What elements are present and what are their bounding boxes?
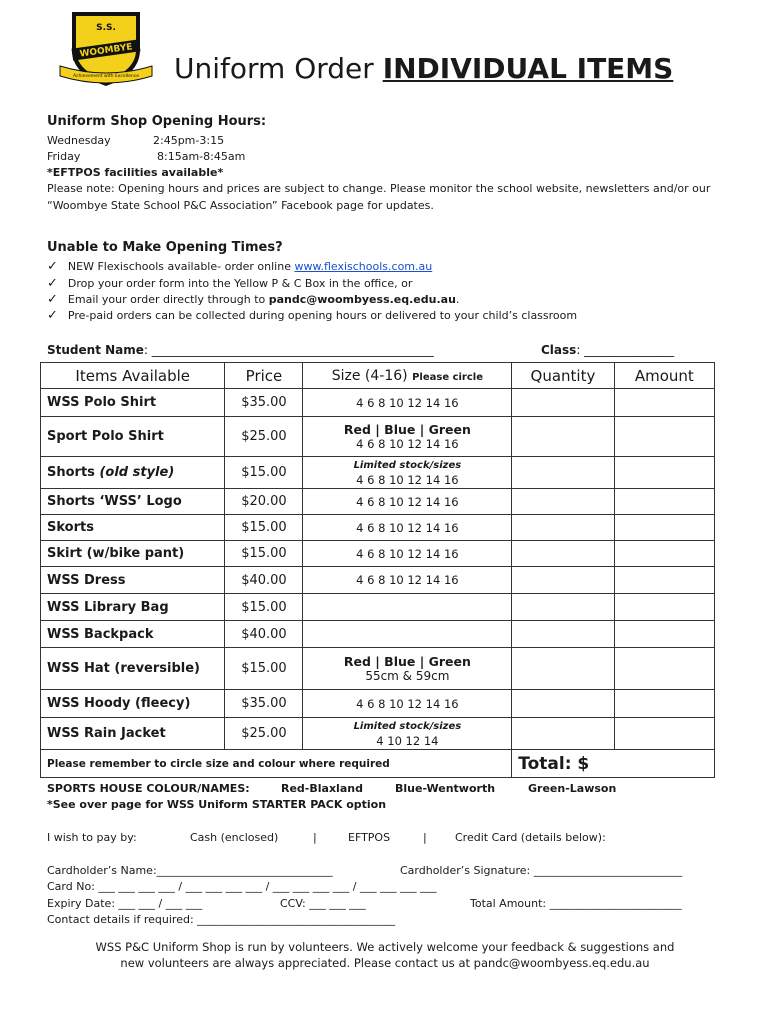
item-price: $15.00 [225,594,303,621]
amount-cell[interactable] [614,541,714,567]
title-emphasis: INDIVIDUAL ITEMS [382,52,674,85]
check-icon: ✓ [47,276,58,291]
amount-cell[interactable] [614,489,714,515]
quantity-cell[interactable] [512,489,614,515]
unable-heading: Unable to Make Opening Times? [47,240,283,255]
quantity-cell[interactable] [512,648,614,690]
class-field[interactable] [541,343,674,357]
size-options[interactable]: 4 6 8 10 12 14 16 [356,436,459,451]
item-name [41,457,225,489]
table-row [41,594,715,621]
class-line: : _______________ [576,343,675,357]
quantity-cell[interactable] [512,567,614,594]
table-row [41,567,715,594]
item-name-italic: (old style) [99,465,175,480]
item-sizes[interactable]: 4 6 8 10 12 14 16 [303,541,512,567]
contact-details-field[interactable]: Contact details if required: ____________________________________ [47,913,396,926]
quantity-cell[interactable] [512,515,614,541]
logo-name: WOOMBYE [79,42,134,60]
limited-stock-note: Limited stock/sizes [353,459,462,471]
header-size-hint: Please circle [412,371,484,383]
footer-line-1: WSS P&C Uniform Shop is run by volunteers. We actively welcome your feedback & suggestions and [95,940,675,954]
item-name: Skorts [41,515,225,541]
cardholder-name-field[interactable]: Cardholder’s Name:________________________________ [47,864,333,877]
payment-separator: | [313,831,317,844]
item-price: $15.00 [225,515,303,541]
quantity-cell[interactable] [512,621,614,648]
quantity-cell[interactable] [512,541,614,567]
option-1-text: NEW Flexischools available- order online [67,260,295,273]
amount-cell[interactable] [614,457,714,489]
circle-reminder: Please remember to circle size and colour where required [41,750,512,778]
student-name-line: : _______________________________________________ [143,343,434,357]
item-price: $40.00 [225,621,303,648]
item-price: $15.00 [225,541,303,567]
item-sizes[interactable]: 4 6 8 10 12 14 16 [303,567,512,594]
table-row [41,515,715,541]
item-name: WSS Dress [41,567,225,594]
item-price: $25.00 [225,718,303,750]
table-row [41,690,715,718]
table-row [41,417,715,457]
item-sizes[interactable] [303,648,512,690]
hours-note-1: Please note: Opening hours and prices are subject to change. Please monitor the school website, newsletters and/or our [47,182,711,195]
ccv-field[interactable]: CCV: ___ ___ ___ [280,897,366,910]
amount-cell[interactable] [614,417,714,457]
hours-day-1: Wednesday [47,134,111,147]
header-amount: Amount [614,363,714,389]
item-price: $15.00 [225,457,303,489]
item-name-text: Shorts [47,465,100,480]
student-name-field[interactable] [47,343,434,357]
houses-label: SPORTS HOUSE COLOUR/NAMES: [47,782,250,795]
item-name: Shorts ‘WSS’ Logo [41,489,225,515]
cardholder-signature-field[interactable]: Cardholder’s Signature: ___________________________ [400,864,683,877]
item-name: WSS Backpack [41,621,225,648]
amount-cell[interactable] [614,648,714,690]
option-2-text: Drop your order form into the Yellow P & C Box in the office, or [67,277,413,290]
item-sizes[interactable] [303,457,512,489]
pay-cash-option[interactable]: Cash (enclosed) [190,831,279,844]
table-footer-row [41,750,715,778]
hours-day-2: Friday [47,150,81,163]
limited-stock-note: Limited stock/sizes [353,720,462,732]
quantity-cell[interactable] [512,417,614,457]
item-name: Sport Polo Shirt [41,417,225,457]
item-name: WSS Polo Shirt [41,389,225,417]
quantity-cell[interactable] [512,457,614,489]
item-price: $40.00 [225,567,303,594]
option-4-text: Pre-paid orders can be collected during opening hours or delivered to your child’s classroom [67,309,578,322]
flexischools-link[interactable]: www.flexischools.com.au [294,260,433,273]
payment-label: I wish to pay by: [47,831,137,844]
hours-note-2: “Woombye State School P&C Association” Facebook page for updates. [47,199,434,212]
size-options[interactable]: 55cm & 59cm [365,668,450,683]
item-name: WSS Hoody (fleecy) [41,690,225,718]
item-sizes[interactable]: 4 6 8 10 12 14 16 [303,489,512,515]
page-title [174,52,673,85]
option-3-suffix: . [455,293,460,306]
option-prepaid [47,308,577,323]
table-row [41,648,715,690]
table-row [41,621,715,648]
header-items: Items Available [41,363,225,389]
item-name: WSS Hat (reversible) [41,648,225,690]
quantity-cell[interactable] [512,718,614,750]
quantity-cell[interactable] [512,389,614,417]
option-drop-box [47,276,412,291]
item-price: $35.00 [225,690,303,718]
table-row [41,718,715,750]
header-size [303,363,512,389]
size-options[interactable]: 4 10 12 14 [376,733,439,748]
logo-motto: Achievement with Excellence [73,74,139,79]
house-red: Red-Blaxland [281,782,363,795]
amount-cell[interactable] [614,594,714,621]
item-name: WSS Library Bag [41,594,225,621]
table-header-row [41,363,715,389]
hours-time-1: 2:45pm-3:15 [153,134,225,147]
header-size-label: Size (4-16) [331,367,408,384]
email-address: pandc@woombyess.eq.edu.au [268,293,456,306]
colour-options[interactable]: Red | Blue | Green [343,653,471,669]
quantity-cell[interactable] [512,594,614,621]
item-sizes[interactable] [303,417,512,457]
item-sizes [303,594,512,621]
amount-cell[interactable] [614,567,714,594]
student-name-label: Student Name [47,343,144,357]
eftpos-note: *EFTPOS facilities available* [47,166,224,179]
header-quantity: Quantity [512,363,614,389]
table-row [41,541,715,567]
option-flexischools [47,259,432,274]
item-sizes[interactable]: 4 6 8 10 12 14 16 [303,690,512,718]
hours-time-2: 8:15am-8:45am [157,150,246,163]
option-3-text: Email your order directly through to [67,293,269,306]
amount-cell[interactable] [614,389,714,417]
house-green: Green-Lawson [528,782,617,795]
pay-card-option[interactable]: Credit Card (details below): [455,831,606,844]
check-icon: ✓ [47,259,58,274]
title-prefix: Uniform Order [174,52,383,85]
starter-pack-note: *See over page for WSS Uniform STARTER PACK option [47,798,387,811]
header-price: Price [225,363,303,389]
class-label: Class [541,343,577,357]
item-price: $15.00 [225,648,303,690]
item-sizes[interactable]: 4 6 8 10 12 14 16 [303,515,512,541]
total-amount-field[interactable]: Total Amount: ________________________ [470,897,682,910]
hours-heading: Uniform Shop Opening Hours: [47,114,267,129]
items-table [40,362,715,778]
item-price: $35.00 [225,389,303,417]
table-row [41,489,715,515]
check-icon: ✓ [47,292,58,307]
amount-cell[interactable] [614,621,714,648]
item-name: WSS Rain Jacket [41,718,225,750]
item-sizes[interactable] [303,718,512,750]
size-options[interactable]: 4 6 8 10 12 14 16 [356,472,459,487]
total-field[interactable]: Total: $ [512,750,715,778]
amount-cell[interactable] [614,718,714,750]
payment-separator: | [423,831,427,844]
pay-eftpos-option[interactable]: EFTPOS [348,831,391,844]
footer-line-2: new volunteers are always appreciated. Please contact us at pandc@woombyess.eq.edu.au [120,956,650,970]
expiry-date-field[interactable]: Expiry Date: ___ ___ / ___ ___ [47,897,203,910]
item-price: $25.00 [225,417,303,457]
item-sizes [303,621,512,648]
logo-top-text: S.S. [96,23,116,33]
table-row [41,389,715,417]
card-number-field[interactable]: Card No: ___ ___ ___ ___ / ___ ___ ___ ___ / ___ ___ ___ ___ / ___ ___ ___ ___ [47,880,437,893]
house-blue: Blue-Wentworth [395,782,496,795]
item-sizes[interactable]: 4 6 8 10 12 14 16 [303,389,512,417]
amount-cell[interactable] [614,515,714,541]
check-icon: ✓ [47,308,58,323]
item-name: Skirt (w/bike pant) [41,541,225,567]
item-price: $20.00 [225,489,303,515]
colour-options[interactable]: Red | Blue | Green [343,421,471,437]
quantity-cell[interactable] [512,690,614,718]
option-email [47,292,459,307]
school-logo [58,8,154,88]
table-row [41,457,715,489]
amount-cell[interactable] [614,690,714,718]
